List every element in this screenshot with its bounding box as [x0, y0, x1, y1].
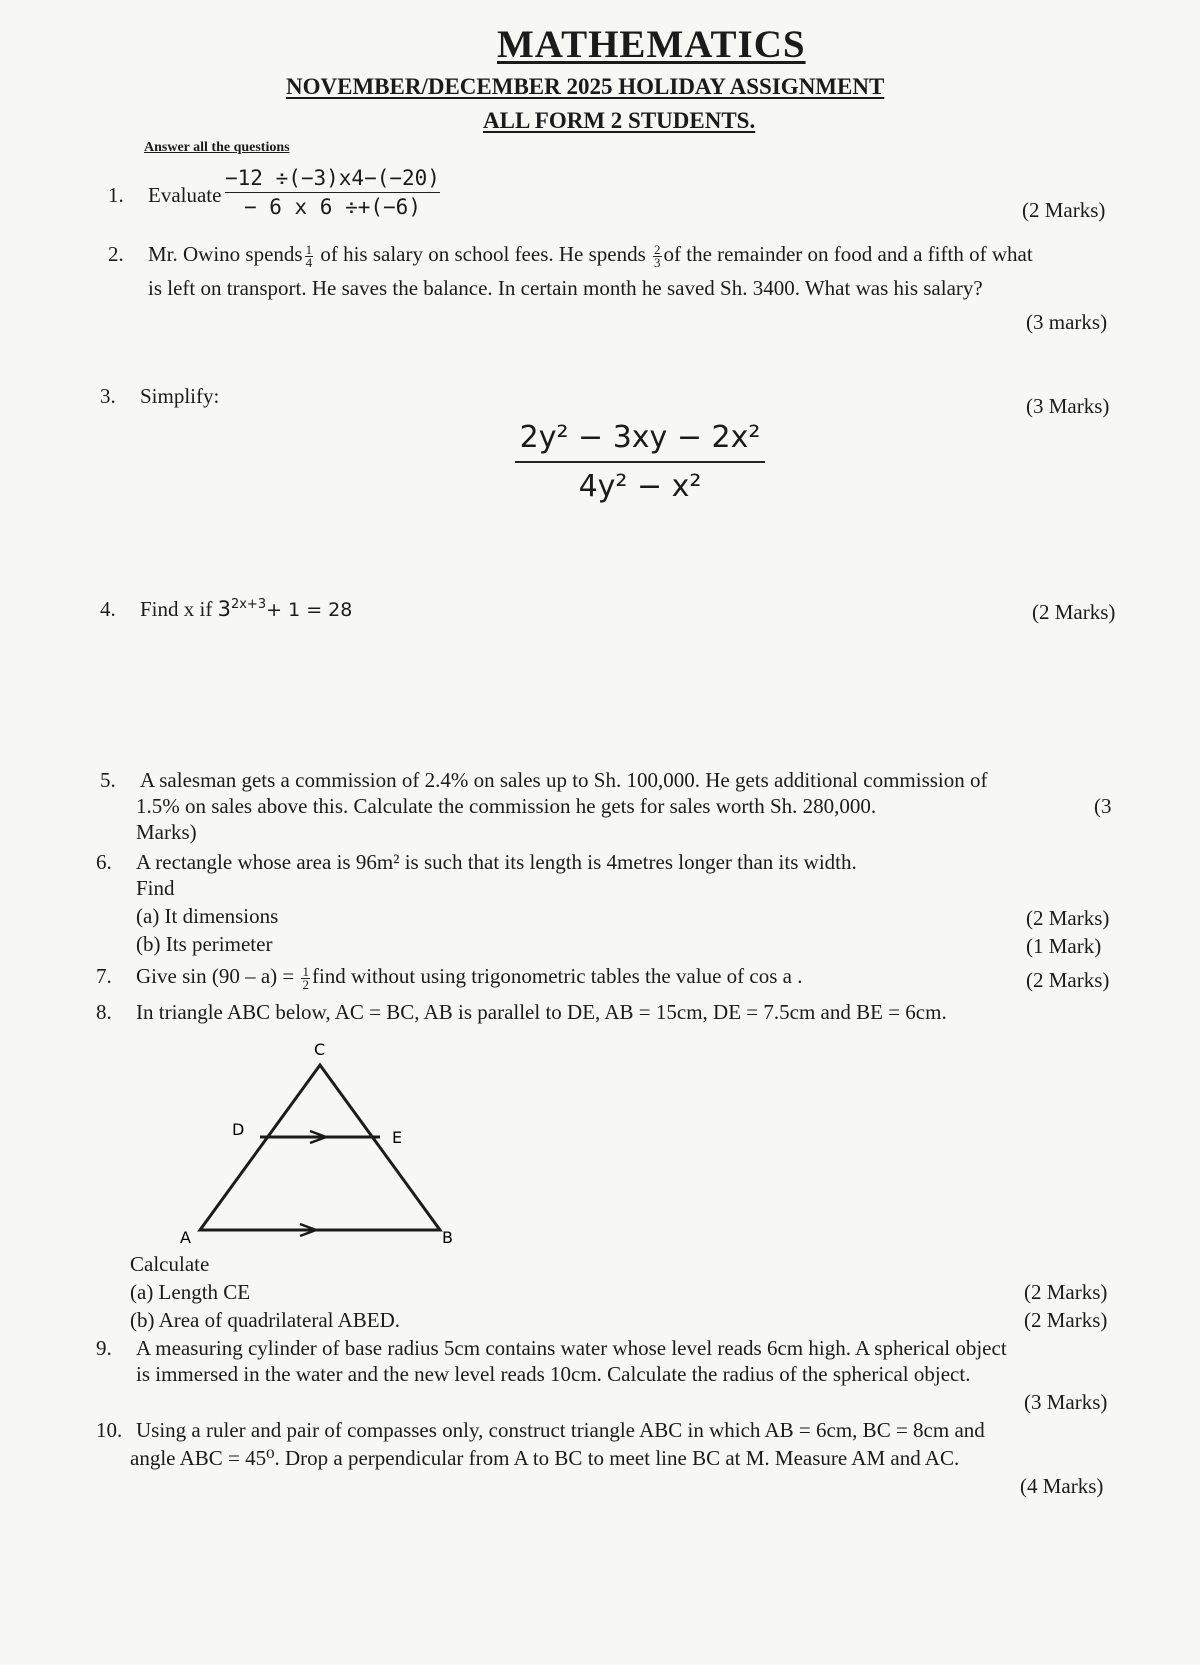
fraction-bar: [515, 461, 765, 463]
question-5-line-2: 1.5% on sales above this. Calculate the commission he gets for sales worth Sh. 280,000.: [136, 794, 877, 818]
fraction-bar: [225, 192, 440, 193]
vertex-label-c: C: [314, 1040, 326, 1059]
exponent-power: 2x+3: [230, 597, 267, 612]
question-2: [108, 242, 1033, 269]
question-text: Find x if: [140, 597, 218, 621]
vertex-label-a: A: [180, 1228, 191, 1247]
question-number: 4.: [100, 597, 116, 621]
question-10-marks: (4 Marks): [1020, 1474, 1104, 1498]
fraction-denominator: 3: [654, 254, 661, 270]
simplify-fraction: [515, 420, 765, 504]
vertex-label-b: B: [442, 1228, 453, 1247]
triangle-abc-diagram: [170, 1035, 470, 1250]
question-text: Evaluate: [148, 183, 222, 207]
question-8-calculate: Calculate: [130, 1252, 210, 1276]
question-6a-marks: (2 Marks): [1026, 906, 1110, 930]
question-5: [100, 768, 988, 793]
question-9-line-2: is immersed in the water and the new level reads 10cm. Calculate the radius of the spherical object.: [136, 1362, 971, 1386]
question-9: [96, 1336, 1007, 1361]
question-text: of his salary on school fees. He spends: [315, 242, 652, 266]
question-text: Give sin (90 – a) =: [136, 964, 300, 988]
question-text: A salesman gets a commission of 2.4% on sales up to Sh. 100,000. He gets additional commission of: [140, 768, 988, 792]
vertex-label-d: D: [232, 1120, 245, 1139]
fraction-numerator: −12 ÷(−3)x4−(−20): [225, 166, 440, 190]
question-8a-marks: (2 Marks): [1024, 1280, 1108, 1304]
question-number: 5.: [100, 768, 116, 792]
vertex-label-e: E: [392, 1128, 403, 1147]
question-10: [96, 1418, 985, 1443]
fraction-denominator: 4y² − x²: [578, 469, 702, 504]
assignment-subtitle: NOVEMBER/DECEMBER 2025 HOLIDAY ASSIGNMENT: [286, 74, 885, 99]
audience-heading: ALL FORM 2 STUDENTS.: [483, 108, 756, 133]
question-text: find without using trigonometric tables the value of cos a .: [311, 964, 803, 988]
question-number: 9.: [96, 1336, 112, 1360]
question-text: of the remainder on food and a fifth of what: [663, 242, 1033, 266]
question-number: 6.: [96, 850, 112, 874]
question-8-part-b: (b) Area of quadrilateral ABED.: [130, 1308, 400, 1332]
question-text: A measuring cylinder of base radius 5cm contains water whose level reads 6cm high. A spherical object: [136, 1336, 1007, 1360]
question-6-part-b: (b) Its perimeter: [136, 932, 273, 956]
question-8-part-a: (a) Length CE: [130, 1280, 251, 1304]
triangle-abc: [200, 1065, 440, 1230]
equation-rest: + 1 = 28: [266, 599, 353, 621]
evaluate-fraction: [225, 166, 440, 219]
question-9-marks: (3 Marks): [1024, 1390, 1108, 1414]
question-number: 10.: [96, 1418, 123, 1442]
fraction-numerator: 1: [305, 241, 313, 257]
question-4-marks: (2 Marks): [1032, 600, 1116, 624]
question-1: [108, 183, 221, 208]
question-text: Simplify:: [140, 384, 220, 408]
question-6: [96, 850, 857, 875]
exponent-base: 3: [217, 597, 231, 621]
question-5-marks-open: (3: [1094, 794, 1112, 818]
question-5-marks-close: Marks): [136, 820, 197, 844]
question-number: 2.: [108, 242, 124, 266]
question-text: In triangle ABC below, AC = BC, AB is parallel to DE, AB = 15cm, DE = 7.5cm and BE = 6cm.: [136, 1000, 947, 1024]
question-7: [96, 964, 802, 991]
question-6b-marks: (1 Mark): [1026, 934, 1102, 958]
question-3-marks: (3 Marks): [1026, 394, 1110, 418]
question-4: [100, 597, 352, 622]
question-7-marks: (2 Marks): [1026, 968, 1110, 992]
page-title: MATHEMATICS: [497, 23, 806, 66]
fraction-one-quarter: [305, 241, 314, 270]
question-8: [96, 1000, 947, 1025]
fraction-denominator: 4: [305, 254, 313, 270]
question-number: 7.: [96, 964, 112, 988]
question-number: 8.: [96, 1000, 112, 1024]
fraction-numerator: 2: [654, 241, 661, 257]
fraction-one-half: [301, 963, 310, 992]
fraction-two-thirds: [653, 241, 662, 270]
fraction-denominator: − 6 x 6 ÷+(−6): [243, 195, 421, 219]
question-1-marks: (2 Marks): [1022, 198, 1106, 222]
question-text: Using a ruler and pair of compasses only, construct triangle ABC in which AB = 6cm, BC = 8cm and: [136, 1418, 985, 1442]
question-2-marks: (3 marks): [1026, 310, 1108, 334]
question-text: Mr. Owino spends: [148, 242, 303, 266]
fraction-numerator: 2y² − 3xy − 2x²: [519, 420, 761, 455]
question-8b-marks: (2 Marks): [1024, 1308, 1108, 1332]
question-number: 1.: [108, 183, 124, 207]
question-text: A rectangle whose area is 96m² is such that its length is 4metres longer than its width.: [136, 850, 857, 874]
question-10-line-2: angle ABC = 45⁰. Drop a perpendicular from A to BC to meet line BC at M. Measure AM and AC.: [130, 1446, 960, 1470]
question-6-part-a: (a) It dimensions: [136, 904, 279, 928]
question-number: 3.: [100, 384, 116, 408]
fraction-numerator: 1: [302, 963, 309, 979]
fraction-denominator: 2: [302, 976, 309, 992]
question-6-find: Find: [136, 876, 175, 900]
question-2-line-2: is left on transport. He saves the balance. In certain month he saved Sh. 3400. What was his salary?: [148, 276, 983, 300]
question-3: [100, 384, 219, 409]
instruction-text: Answer all the questions: [144, 140, 290, 155]
